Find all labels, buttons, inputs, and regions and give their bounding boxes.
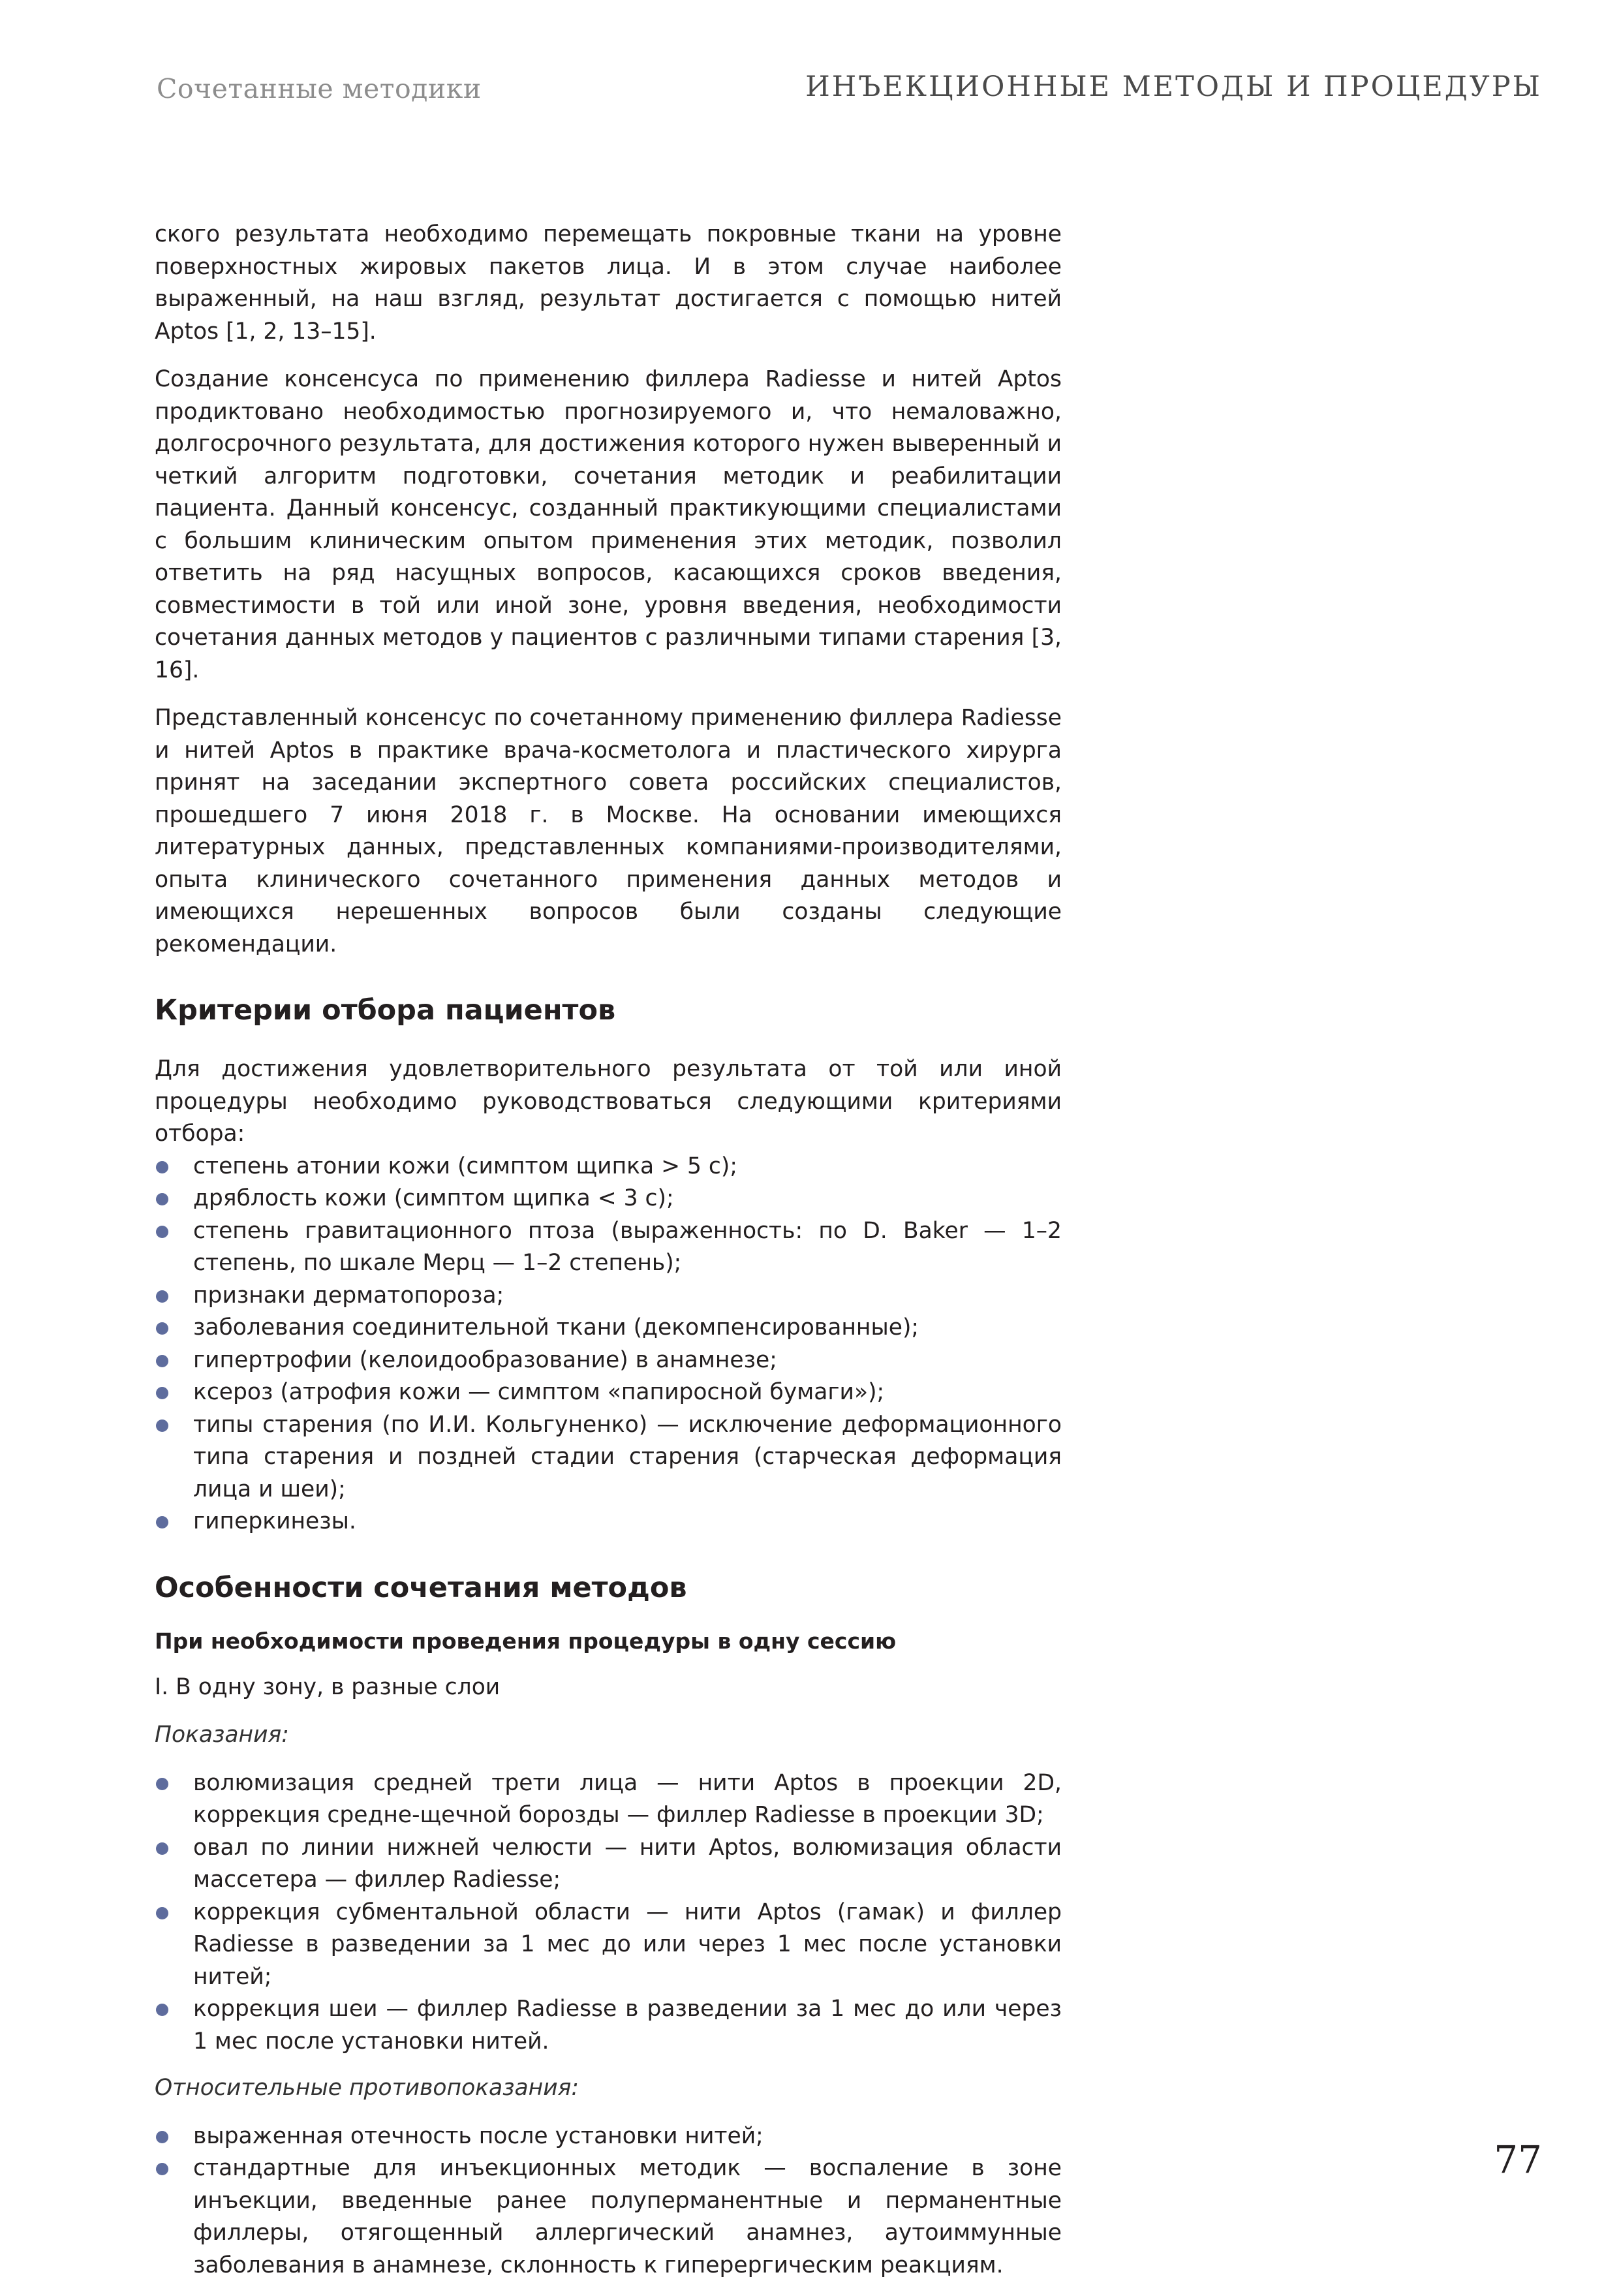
bullet-icon <box>156 2131 168 2143</box>
bullet-icon <box>156 2163 168 2175</box>
contraindications-list <box>155 2120 1062 2282</box>
bullet-icon <box>156 1778 168 1790</box>
zone-line: I. В одну зону, в разные слои <box>155 1673 501 1700</box>
running-header-right: ИНЪЕКЦИОННЫЕ МЕТОДЫ И ПРОЦЕДУРЫ <box>805 70 1542 103</box>
bullet-icon <box>156 1322 168 1335</box>
list-item: гипертрофии (келоидообразование) в анамнезе; <box>155 1344 1062 1377</box>
section-heading-combination: Особенности сочетания методов <box>155 1571 687 1604</box>
subheading-one-session: При необходимости проведения процедуры в одну сессию <box>155 1628 897 1654</box>
criteria-list <box>155 1151 1062 1538</box>
list-item: типы старения (по И.И. Кольгуненко) — исключение деформационного типа старения и поздней стадии старения (старческая деформация лица и шеи); <box>155 1409 1062 1506</box>
paragraph: ского результата необходимо перемещать покровные ткани на уровне поверхностных жировых пакетов лица. И в этом случае наиболее выраженный, на наш взгляд, результат достигается с помощью нитей Aptos [1, 2, 13–15]. <box>155 221 1062 345</box>
bullet-icon <box>156 1387 168 1399</box>
bullet-icon <box>156 2004 168 2016</box>
list-item: гиперкинезы. <box>155 1506 1062 1538</box>
criteria-intro: Для достижения удовлетворительного результата от той или иной процедуры необходимо руководствоваться следующими критериями отбора: <box>155 1056 1062 1147</box>
list-item: выраженная отечность после установки нитей; <box>155 2120 1062 2153</box>
list-item: овал по линии нижней челюсти — нити Aptos, волюмизация области массетера — филлер Radiesse; <box>155 1832 1062 1897</box>
list-item: степень атонии кожи (симптом щипка > 5 с); <box>155 1151 1062 1183</box>
running-header-left: Сочетанные методики <box>157 73 482 104</box>
bullet-icon <box>156 1516 168 1528</box>
contraindications-label: Относительные противопоказания: <box>155 2075 579 2101</box>
bullet-icon <box>156 1290 168 1303</box>
paragraph: Создание консенсуса по применению филлера Radiesse и нитей Aptos продиктовано необходимостью прогнозируемого и, что немаловажно, долгосрочного результата, для достижения которого нужен выверенный и четкий алгоритм подготовки, сочетания методик и реабилитации пациента. Данный консенсус, созданный практикующими специалистами с большим клиническим опытом применения этих методик, позволил ответить на ряд насущных вопросов, касающихся сроков введения, совместимости в той или иной зоне, уровня введения, необходимости сочетания данных методов у пациентов с различными типами старения [3, 16]. <box>155 366 1062 683</box>
bullet-icon <box>156 1355 168 1367</box>
list-item: заболевания соединительной ткани (декомпенсированные); <box>155 1312 1062 1344</box>
main-text <box>155 219 1062 2296</box>
bullet-icon <box>156 1419 168 1432</box>
list-item: стандартные для инъекционных методик — воспаление в зоне инъекции, введенные ранее полуперманентные и перманентные филлеры, отягощенный аллергический анамнез, аутоиммунные заболевания в анамнезе, склонность к гиперергическим реакциям. <box>155 2152 1062 2282</box>
page-number: 77 <box>1494 2137 1542 2182</box>
paragraph: Представленный консенсус по сочетанному применению филлера Radiesse и нитей Aptos в практике врача-косметолога и пластического хирурга принят на заседании экспертного совета российских специалистов, прошедшего 7 июня 2018 г. в Москве. На основании имеющихся литературных данных, представленных компаниями-производителями, опыта клинического сочетанного применения данных методов и имеющихся нерешенных вопросов были созданы следующие рекомендации. <box>155 705 1062 957</box>
list-item: ксероз (атрофия кожи — симптом «папиросной бумаги»); <box>155 1376 1062 1409</box>
list-item: волюмизация средней трети лица — нити Aptos в проекции 2D, коррекция средне-щечной борозды — филлер Radiesse в проекции 3D; <box>155 1767 1062 1832</box>
list-item: степень гравитационного птоза (выраженность: по D. Baker — 1–2 степень, по шкале Мерц — 1–2 степень); <box>155 1215 1062 1280</box>
list-item: коррекция шеи — филлер Radiesse в разведении за 1 мес до или через 1 мес после установки нитей. <box>155 1993 1062 2058</box>
list-item: признаки дерматопороза; <box>155 1280 1062 1312</box>
bullet-icon <box>156 1842 168 1855</box>
indications-list <box>155 1767 1062 2058</box>
bullet-icon <box>156 1907 168 1919</box>
bullet-icon <box>156 1226 168 1238</box>
indications-label: Показания: <box>155 1722 289 1748</box>
bullet-icon <box>156 1193 168 1205</box>
section-heading-criteria: Критерии отбора пациентов <box>155 994 616 1027</box>
list-item: коррекция субментальной области — нити Aptos (гамак) и филлер Radiesse в разведении за 1 мес до или через 1 мес после установки нитей; <box>155 1897 1062 1994</box>
list-item: дряблость кожи (симптом щипка < 3 с); <box>155 1183 1062 1215</box>
bullet-icon <box>156 1161 168 1173</box>
